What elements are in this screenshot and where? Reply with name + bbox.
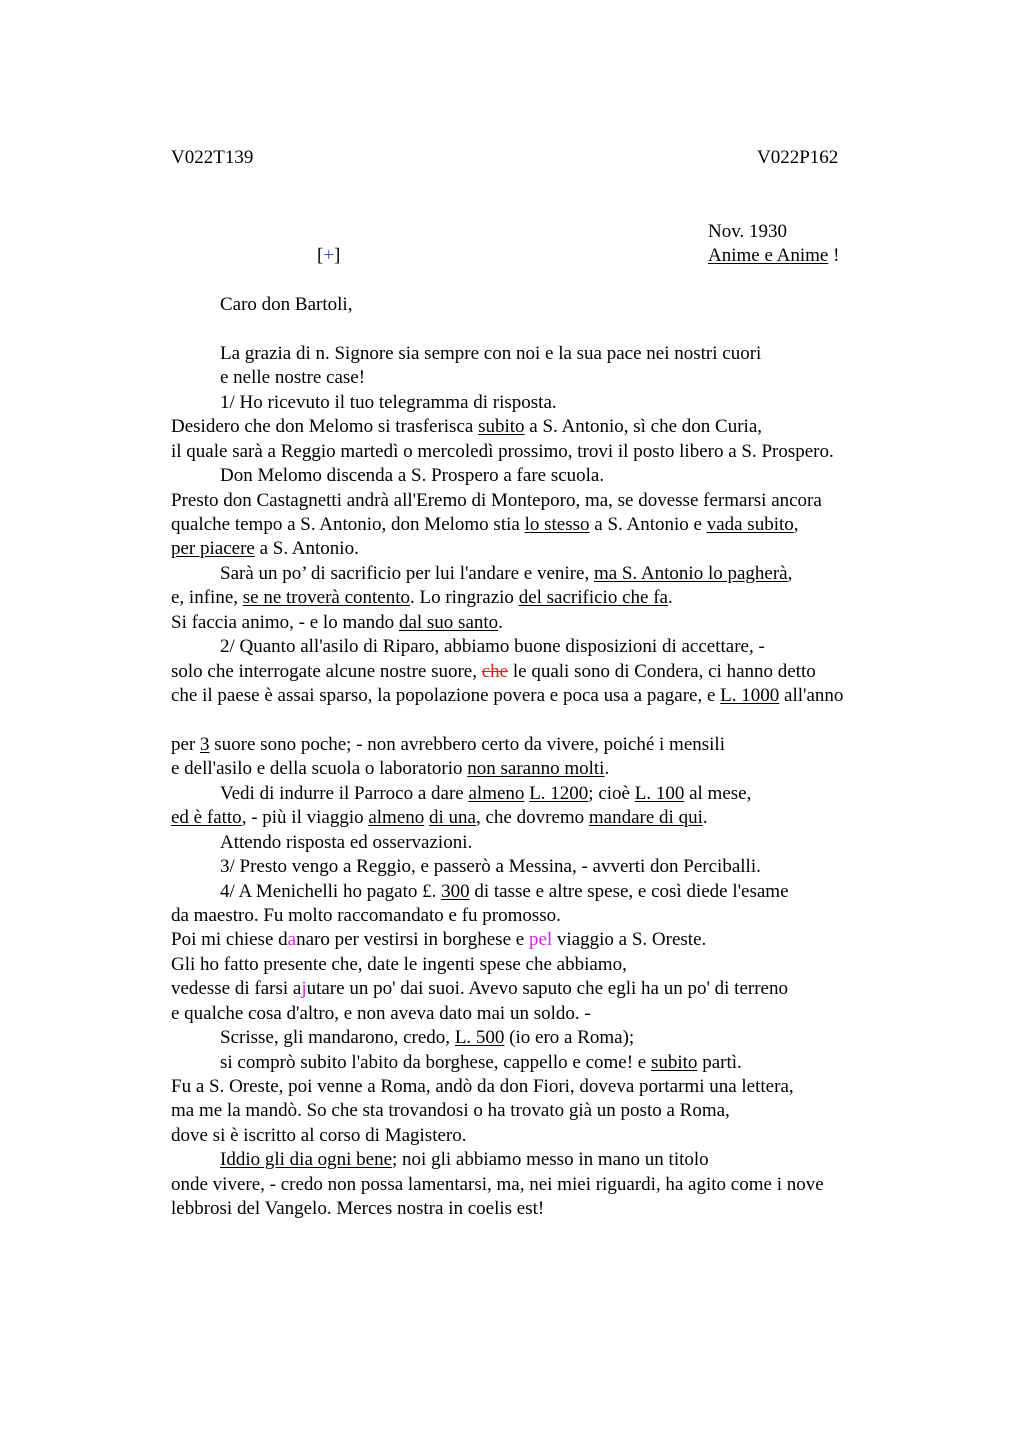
text-segment: (io ero a Roma); [504, 1027, 635, 1048]
text-line [171, 611, 503, 635]
text-line [220, 855, 761, 879]
text-segment: si comprò subito l'abito da borghese, cappello e come! e [220, 1052, 651, 1073]
text-line [171, 757, 609, 781]
marker-bracket-close: ] [334, 245, 341, 266]
underlined-text: ed è fatto [171, 807, 242, 828]
text-segment: Desidero che don Melomo si trasferisca [171, 416, 479, 437]
plus-icon[interactable]: + [323, 245, 335, 266]
underlined-text: mandare di qui [588, 807, 703, 828]
text-line [171, 1197, 544, 1221]
text-segment: Attendo risposta ed osservazioni. [220, 832, 473, 853]
text-segment: Presto don Castagnetti andrà all'Eremo di Monteporo, ma, se dovesse fermarsi ancora [171, 490, 822, 511]
underlined-text: L. 1000 [720, 685, 780, 706]
text-segment: e nelle nostre case! [220, 367, 366, 388]
text-segment: , [793, 514, 799, 535]
underlined-text: se ne troverà contento [242, 587, 410, 608]
text-segment: suore sono poche; - non avrebbero certo da vivere, poiché i mensili [209, 734, 725, 755]
text-line [220, 342, 761, 366]
text-segment: Sarà un po’ di sacrificio per lui l'andare e venire, [220, 563, 594, 584]
text-segment: , che dovremo [476, 807, 589, 828]
text-segment: . [498, 612, 503, 633]
text-segment: per [171, 734, 201, 755]
text-line [171, 1075, 794, 1099]
document-code-left: V022T139 [171, 147, 254, 168]
text-line [220, 366, 365, 390]
underlined-text: L. 500 [454, 1027, 505, 1048]
underlined-text: di una [429, 807, 476, 828]
text-line [171, 684, 843, 708]
text-segment: ma me la mandò. So che sta trovandosi o ha trovato già un posto a Roma, [171, 1100, 730, 1121]
inserted-text: j [301, 978, 307, 999]
text-line [220, 782, 751, 806]
text-line [171, 977, 788, 1001]
underlined-text: 3 [200, 734, 210, 755]
salutation: Caro don Bartoli, [220, 294, 353, 315]
text-segment: Scrisse, gli mandarono, credo, [220, 1027, 455, 1048]
text-segment: a S. Antonio, sì che don Curia, [524, 416, 763, 437]
document-code-right: V022P162 [757, 147, 839, 168]
underlined-text: vada subito [706, 514, 794, 535]
text-segment: qualche tempo a S. Antonio, don Melomo stia [171, 514, 525, 535]
text-segment: ; cioè [588, 783, 635, 804]
text-line [171, 415, 762, 439]
text-segment: di tasse e altre spese, e così diede l'esame [469, 881, 789, 902]
inserted-text: pel [528, 929, 553, 950]
text-line [171, 586, 673, 610]
text-line [171, 733, 725, 757]
underlined-text: Iddio gli dia ogni bene [220, 1149, 393, 1170]
text-segment: . [667, 587, 673, 608]
expand-marker[interactable] [317, 244, 340, 268]
text-segment: 2/ Quanto all'asilo di Riparo, abbiamo buone disposizioni di accettare, - [220, 636, 765, 657]
subject-suffix: ! [828, 245, 840, 266]
subject-title: Anime e Anime [708, 245, 829, 266]
text-segment: 4/ A Menichelli ho pagato £. [220, 881, 442, 902]
text-line [171, 904, 561, 928]
text-segment: e qualche cosa d'altro, e non aveva dato mai un soldo. - [171, 1003, 591, 1024]
text-segment: a S. Antonio. [254, 538, 359, 559]
underlined-text: subito [650, 1052, 698, 1073]
text-line [171, 537, 359, 561]
text-line [171, 660, 816, 684]
underlined-text: ma S. Antonio lo pagherà [593, 563, 788, 584]
text-line [220, 464, 604, 488]
text-segment: il quale sarà a Reggio martedì o mercoledì prossimo, trovi il posto libero a S. Prospero. [171, 441, 834, 462]
text-segment: e, infine, [171, 587, 243, 608]
underlined-text: almeno [368, 807, 425, 828]
text-line [171, 513, 799, 537]
text-segment: 1/ Ho ricevuto il tuo telegramma di risposta. [220, 392, 557, 413]
text-line [220, 1026, 634, 1050]
text-segment: e dell'asilo e della scuola o laboratorio [171, 758, 468, 779]
text-line [171, 489, 822, 513]
text-segment: partì. [697, 1052, 742, 1073]
text-segment: . [604, 758, 610, 779]
text-line [220, 391, 557, 415]
text-segment: . Lo ringrazio [410, 587, 519, 608]
text-line [220, 635, 765, 659]
underlined-text: L. 1200 [529, 783, 589, 804]
underlined-text: subito [478, 416, 525, 437]
subject-heading [708, 244, 839, 268]
text-line [220, 831, 472, 855]
text-line [220, 562, 792, 586]
text-line [220, 1051, 742, 1075]
text-segment: al mese, [684, 783, 752, 804]
text-segment: all'anno [779, 685, 844, 706]
underlined-text: non saranno molti [467, 758, 605, 779]
inserted-text: a [287, 929, 297, 950]
underlined-text: L. 100 [634, 783, 685, 804]
text-segment: a S. Antonio e [589, 514, 707, 535]
text-segment: 3/ Presto vengo a Reggio, e passerò a Messina, - avverti don Perciballi. [220, 856, 761, 877]
underlined-text: del sacrificio che fa [518, 587, 668, 608]
text-segment: La grazia di n. Signore sia sempre con noi e la sua pace nei nostri cuori [220, 343, 762, 364]
text-line [220, 1148, 709, 1172]
text-segment: che il paese è assai sparso, la popolazione povera e poca usa a pagare, e [171, 685, 721, 706]
text-segment: Poi mi chiese d [171, 929, 288, 950]
struck-text: che [481, 661, 509, 682]
text-segment: da maestro. Fu molto raccomandato e fu promosso. [171, 905, 561, 926]
text-segment: viaggio a S. Oreste. [552, 929, 707, 950]
underlined-text: dal suo santo [398, 612, 499, 633]
text-segment: vedesse di farsi a [171, 978, 302, 999]
text-line [171, 806, 708, 830]
text-line [171, 953, 627, 977]
text-segment: Vedi di indurre il Parroco a dare [220, 783, 469, 804]
text-segment: Gli ho fatto presente che, date le ingenti spese che abbiamo, [171, 954, 627, 975]
marker-bracket-open: [ [317, 245, 324, 266]
underlined-text: per piacere [171, 538, 255, 559]
text-line [171, 1002, 591, 1026]
text-segment: utare un po' dai suoi. Avevo saputo che egli ha un po' di terreno [306, 978, 788, 999]
text-segment: ; noi gli abbiamo messo in mano un titolo [392, 1149, 709, 1170]
text-line [171, 1173, 824, 1197]
text-segment: , [787, 563, 793, 584]
text-line [171, 1124, 467, 1148]
text-segment: solo che interrogate alcune nostre suore, [171, 661, 482, 682]
text-segment: dove si è iscritto al corso di Magistero. [171, 1125, 467, 1146]
underlined-text: lo stesso [524, 514, 590, 535]
text-line [220, 880, 789, 904]
text-segment: naro per vestirsi in borghese e [296, 929, 529, 950]
underlined-text: 300 [441, 881, 470, 902]
text-line [171, 928, 706, 952]
text-segment: onde vivere, - credo non possa lamentarsi, ma, nei miei riguardi, ha agito come i nove [171, 1174, 824, 1195]
underlined-text: almeno [468, 783, 525, 804]
text-segment: , - più il viaggio [241, 807, 369, 828]
text-segment: Don Melomo discenda a S. Prospero a fare scuola. [220, 465, 605, 486]
text-segment: . [702, 807, 708, 828]
text-segment: Si faccia animo, - e lo mando [171, 612, 399, 633]
text-segment: lebbrosi del Vangelo. Merces nostra in coelis est! [171, 1198, 545, 1219]
letter-date: Nov. 1930 [708, 221, 787, 242]
text-line [171, 1099, 730, 1123]
text-segment: le quali sono di Condera, ci hanno detto [508, 661, 816, 682]
text-segment: Fu a S. Oreste, poi venne a Roma, andò da don Fiori, doveva portarmi una lettera, [171, 1076, 794, 1097]
text-line [171, 440, 834, 464]
